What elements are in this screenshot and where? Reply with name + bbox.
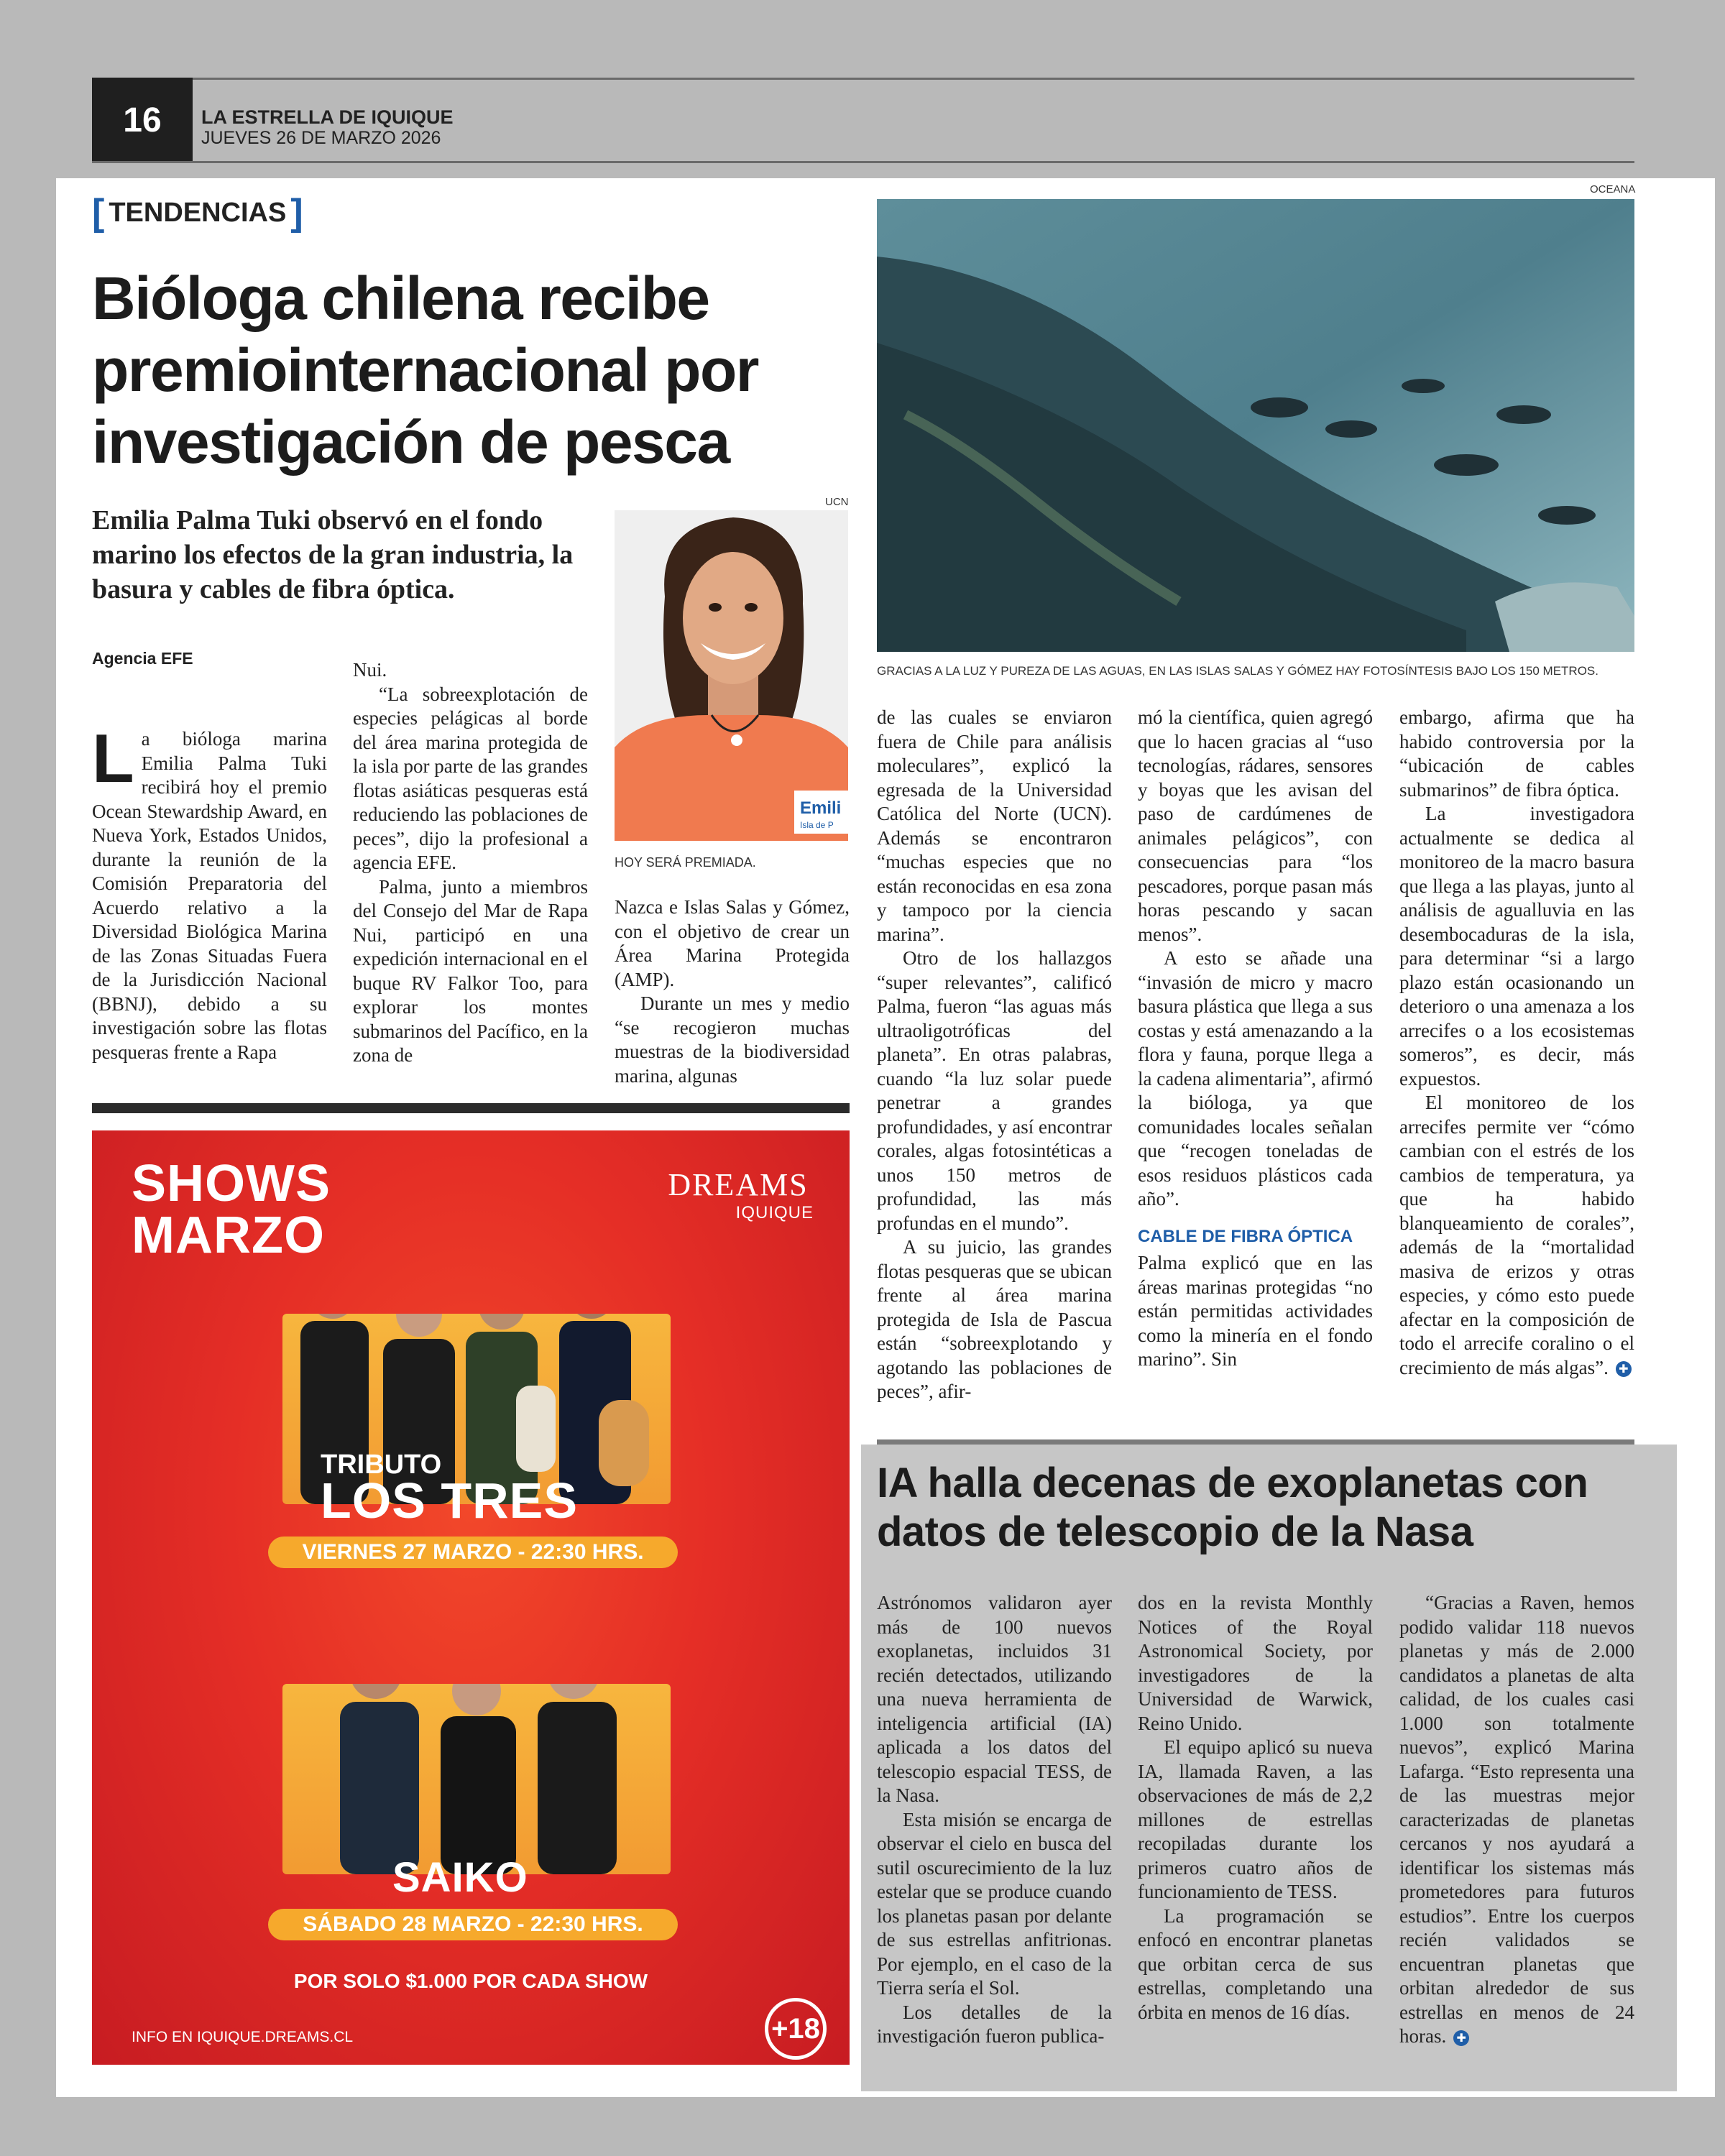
band-photo-saiko [282, 1684, 671, 1874]
portrait-caption: HOY SERÁ PREMIADA. [615, 855, 756, 870]
article-column-4 [877, 706, 1112, 1404]
bracket-left-icon: [ [92, 192, 105, 234]
header-rule-bottom [92, 161, 1634, 163]
underwater-photo [877, 199, 1634, 652]
ad-title-line: MARZO [132, 1207, 325, 1264]
paragraph [1399, 1591, 1634, 2049]
paragraph: El equipo aplicó su nueva IA, llamada Raven, a las observaciones de más de 2,2 millones de estrellas recopiladas durante los primeros cuatro años de funcionamiento de TESS. [1138, 1736, 1373, 1902]
reef-fish-icon [877, 199, 1634, 652]
exoplanet-column-2 [1138, 1591, 1373, 2024]
paragraph: embargo, afirma que ha habido controversia por la “ubicación de cables submarinos” de fibra óptica. [1399, 706, 1634, 801]
age-rating-badge: +18 [765, 1998, 827, 2060]
paragraph-text: El monitoreo de los arrecifes permite ver “cómo cambian con el estrés de los cambios de temperatura, ya que ha habido blanqueamiento de corales”, además de la “mortalidad masiva de erizos y otras especies, y cómo esto puede afectar en la composición de todo el arrecife coralino o el crecimiento de más algas”. [1399, 1092, 1634, 1378]
event1-prefix: TRIBUTO [321, 1450, 442, 1480]
paragraph: Esta misión se encarga de observar el cielo en busca del sutil oscurecimiento de la luz estelar que se produce cuando los planetas pasan por delante de sus estrellas anfitrionas. Por ejemplo, en el caso de la Tierra sería el Sol. [877, 1808, 1112, 1999]
ad-title-line: SHOWS [132, 1155, 331, 1212]
section-tag [92, 192, 303, 234]
header-rule-top [92, 78, 1634, 80]
paper-date: JUEVES 26 DE MARZO 2026 [201, 128, 441, 148]
paragraph: La investigadora actualmente se dedica al monitoreo de la macro basura que llega a las playas, junto al análisis de agualluvia en las desembocaduras de la isla, para determinar “si a largo plazo están ocasionando un deterioro o una amenaza a los arrecifes o a los ecosistemas someros”, es decir, más expuestos. [1399, 803, 1634, 1089]
portrait-photo [615, 510, 848, 841]
article-lede: Emilia Palma Tuki observó en el fondo marino los efectos de la gran industria, la basura y cables de fibra óptica. [92, 505, 574, 604]
exoplanet-headline: IA halla decenas de exoplanetas con datos de telescopio de la Nasa [877, 1460, 1588, 1555]
event2-name: SAIKO [392, 1854, 528, 1901]
event2-date-pill: SÁBADO 28 MARZO - 22:30 HRS. [268, 1909, 678, 1940]
band-members-icon [282, 1684, 671, 1874]
end-mark-icon: ✚ [1616, 1361, 1632, 1377]
portrait-credit: UCN [825, 496, 849, 508]
paragraph: Durante un mes y medio “se recogieron muchas muestras de la biodiversidad marina, algunas [615, 992, 850, 1087]
exoplanet-column-1 [877, 1591, 1112, 2049]
dreams-logo [663, 1166, 814, 1223]
section-label: TENDENCIAS [109, 197, 287, 228]
paragraph: “La sobreexplotación de especies pelágicas al borde del área marina protegida de la isla por parte de las grandes flotas asiáticas pesqueras está reduciendo las poblaciones de peces”, dijo la profesional a agencia EFE. [353, 683, 588, 873]
paragraph [1399, 1091, 1634, 1380]
photo-credit: OCEANA [1590, 183, 1636, 195]
event1-date-pill: VIERNES 27 MARZO - 22:30 HRS. [268, 1537, 678, 1568]
svg-text:Emili: Emili [800, 798, 842, 818]
paragraph: La programación se enfocó en encontrar planetas que orbitan cerca de sus estrellas, completando una órbita en menos de 16 días. [1138, 1904, 1373, 2023]
ad-price: POR SOLO $1.000 POR CADA SHOW [293, 1970, 648, 1992]
article-headline: Bióloga chilena recibe premiointernacional por investigación de pesca [92, 264, 758, 476]
paragraph: de las cuales se enviaron fuera de Chile para análisis moleculares”, explicó la egresada de la Universidad Católica del Norte (UCN). Además se encontraron “muchas especies que no están reconocidas en esa zona y tampoco por la ciencia marina”. [877, 706, 1112, 945]
paragraph: dos en la revista Monthly Notices of the Royal Astronomical Society, por investigadores de la Universidad de Warwick, Reino Unido. [1138, 1592, 1373, 1734]
paragraph-text: a bióloga marina Emilia Palma Tuki recibirá hoy el premio Ocean Stewardship Award, en Nueva York, Estados Unidos, durante la reunión de la Comisión Preparatoria del Acuerdo relativo a la Diversidad Biológica Marina de las Zonas Situadas Fuera de la Jurisdicción Nacional (BBNJ), debido a su investigación sobre las flotas pesqueras frente a Rapa [92, 728, 327, 1063]
exoplanet-column-3 [1399, 1591, 1634, 2049]
bracket-right-icon: ] [290, 192, 303, 234]
paragraph: Los detalles de la investigación fueron publica- [877, 2001, 1112, 2047]
paragraph: Nazca e Islas Salas y Gómez, con el objetivo de crear un Área Marina Protegida (AMP). [615, 896, 850, 990]
woman-portrait-icon [615, 510, 848, 841]
logo-text: DREAMS [668, 1167, 809, 1202]
page-number: 16 [92, 78, 193, 162]
subhead: CABLE DE FIBRA ÓPTICA [1138, 1226, 1353, 1246]
article-column-2 [353, 658, 588, 1068]
paragraph: Palma explicó que en las áreas marinas protegidas “no están permitidas actividades como la minería en el fondo marino”. Sin [1138, 1252, 1373, 1370]
photo-caption: GRACIAS A LA LUZ Y PUREZA DE LAS AGUAS, EN LAS ISLAS SALAS Y GÓMEZ HAY FOTOSÍNTESIS BAJO LOS 150 METROS. [877, 664, 1598, 678]
paragraph [92, 720, 327, 1064]
end-mark-icon: ✚ [1453, 2030, 1469, 2046]
section-divider [92, 1103, 850, 1113]
paragraph: mó la científica, quien agregó que lo hacen gracias al “uso tecnologías, rádares, sensores y boyas que les avisan del paso de cardúmenes de animales pelágicos”, con consecuencias para “los pescadores, porque pasan más horas pescando y sacan menos”. [1138, 706, 1373, 945]
paragraph: Otro de los hallazgos “super relevantes”, calificó Palma, fueron “las aguas más ultraoligotróficas del planeta”. En otras palabras, cuando “la luz solar puede penetrar a grandes profundidades, y así encontrar corales, algas fotosintéticas a unos 150 metros de profundidad, las más profundas en el mundo”. [877, 947, 1112, 1234]
dreams-advertisement[interactable] [92, 1130, 850, 2065]
paper-name: LA ESTRELLA DE IQUIQUE [201, 106, 454, 128]
ad-title [132, 1155, 331, 1264]
dropcap: L [92, 720, 134, 797]
event1-name: LOS TRES [321, 1473, 579, 1529]
paragraph: Nui. [353, 659, 387, 681]
svg-text:Isla de P: Isla de P [800, 820, 834, 830]
paragraph: A su juicio, las grandes flotas pesqueras que se ubican frente al área marina protegida de Isla de Pascua están “sobreexplotando y agotando las poblaciones de peces”, afir- [877, 1236, 1112, 1402]
article-byline: Agencia EFE [92, 649, 193, 668]
article-column-6 [1399, 706, 1634, 1380]
article-column-5 [1138, 706, 1373, 1372]
article-column-1 [92, 720, 327, 1064]
article-column-3 [615, 895, 850, 1088]
paragraph: A esto se añade una “invasión de micro y macro basura plástica que llega a sus costas y está amenazando a la flora y fauna, porque llega a la cadena alimentaria”, afirmó la bióloga, ya que comunidades locales señalan que “recogen toneladas de esos residuos plásticos cada año”. [1138, 947, 1373, 1210]
paragraph-text: “Gracias a Raven, hemos podido validar 118 nuevos planetas y más de 2.000 candidatos a planetas de alta calidad, de los cuales casi 1.000 son totalmente nuevos”, explicó Marina Lafarga. “Esto representa una de las muestras mejor caracterizadas de planetas cercanos y nos ayudará a identificar los sistemas más prometedores para futuros estudios”. Entre los cuerpos recién validados se encuentran planetas que orbitan alrededor de sus estrellas en menos de 24 horas. [1399, 1592, 1634, 2047]
logo-subtext: IQUIQUE [735, 1203, 814, 1222]
ad-info-link[interactable]: INFO EN IQUIQUE.DREAMS.CL [132, 2029, 354, 2045]
paragraph: Palma, junto a miembros del Consejo del Mar de Rapa Nui, participó en una expedición internacional en el buque RV Falkor Too, para explorar los montes submarinos del Pacífico, en la zona de [353, 875, 588, 1066]
article-divider [877, 1439, 1634, 1445]
paragraph: Astrónomos validaron ayer más de 100 nuevos exoplanetas, incluidos 31 recién detectados, utilizando una nueva herramienta de inteligencia artificial (IA) aplicada a los datos del telescopio espacial TESS, de la Nasa. [877, 1592, 1112, 1806]
